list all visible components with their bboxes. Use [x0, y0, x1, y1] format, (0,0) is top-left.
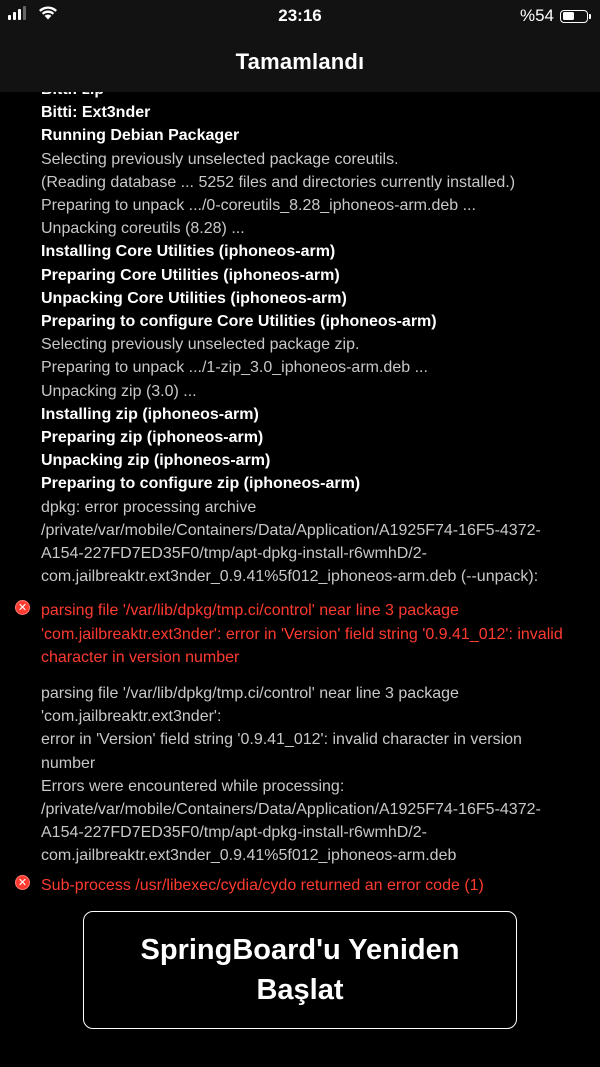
log-line: Preparing zip (iphoneos-arm) [41, 429, 264, 447]
log-line: Running Debian Packager [41, 127, 240, 145]
log-line: error in 'Version' field string '0.9.41_012': invalid character in version number [41, 731, 527, 772]
log-line: /private/var/mobile/Containers/Data/Application/A1925F74-16F5-4372-A154-227FD7ED35F0/tmp/apt-dpkg-install-r6wmhD/2-com.jailbreaktr.ext3nder_0.9.41%5f012_iphoneos-arm.deb [41, 800, 541, 865]
restart-springboard-button[interactable] [83, 911, 517, 1029]
log-line: Unpacking Core Utilities (iphoneos-arm) [41, 289, 347, 307]
log-line: Selecting previously unselected package zip. [41, 336, 360, 354]
error-message [17, 874, 570, 898]
battery-icon [560, 10, 588, 23]
status-bar [0, 0, 600, 32]
log-line: Selecting previously unselected package coreutils. [41, 150, 399, 168]
page-title: Tamamlandı [235, 49, 365, 74]
log-line: dpkg: error processing archive /private/var/mobile/Containers/Data/Application/A1925F74-16F5-4372-A154-227FD7ED35F0/tmp/apt-dpkg-install-r6wmhD/2-com.jailbreaktr.ext3nder_0.9.41%5f012_iphoneos-arm.deb (--unpack): [41, 498, 541, 586]
navigation-bar [0, 32, 600, 92]
restart-springboard-label: SpringBoard'u Yeniden Başlat [140, 934, 460, 1006]
log-content [0, 78, 600, 897]
log-line: Preparing to configure zip (iphoneos-arm) [41, 475, 361, 493]
log-line: Unpacking zip (3.0) ... [41, 382, 197, 400]
status-time: 23:16 [278, 6, 322, 25]
error-message [17, 599, 570, 670]
log-line: Unpacking coreutils (8.28) ... [41, 220, 245, 238]
log-line: Installing zip (iphoneos-arm) [41, 405, 259, 423]
error-text: parsing file '/var/lib/dpkg/tmp.ci/control' near line 3 package 'com.jailbreaktr.ext3nder': error in 'Version' field string '0.9.41_012': invalid character in version number [41, 602, 563, 667]
status-right [520, 6, 588, 26]
error-icon: ✕ [15, 875, 30, 890]
error-icon: ✕ [15, 600, 30, 615]
battery-percentage: %54 [519, 6, 554, 25]
log-line: Bitti: Ext3nder [41, 104, 151, 122]
log-lines-before-error [41, 78, 570, 588]
log-line: Installing Core Utilities (iphoneos-arm) [41, 243, 336, 261]
log-line: Unpacking zip (iphoneos-arm) [41, 452, 271, 470]
error-text: Sub-process /usr/libexec/cydia/cydo returned an error code (1) [41, 876, 484, 894]
log-line: (Reading database ... 5252 files and directories currently installed.) [41, 173, 516, 191]
log-line: Preparing to unpack .../1-zip_3.0_iphoneos-arm.deb ... [41, 359, 428, 377]
log-line: Preparing to unpack .../0-coreutils_8.28_iphoneos-arm.deb ... [41, 197, 476, 215]
log-lines-after-error [41, 682, 570, 868]
battery-fill [563, 12, 575, 20]
log-line: Errors were encountered while processing: [41, 777, 345, 795]
log-line: parsing file '/var/lib/dpkg/tmp.ci/control' near line 3 package 'com.jailbreaktr.ext3nder': [41, 684, 464, 726]
log-line: Preparing Core Utilities (iphoneos-arm) [41, 266, 340, 284]
log-line: Preparing to configure Core Utilities (iphoneos-arm) [41, 313, 437, 331]
